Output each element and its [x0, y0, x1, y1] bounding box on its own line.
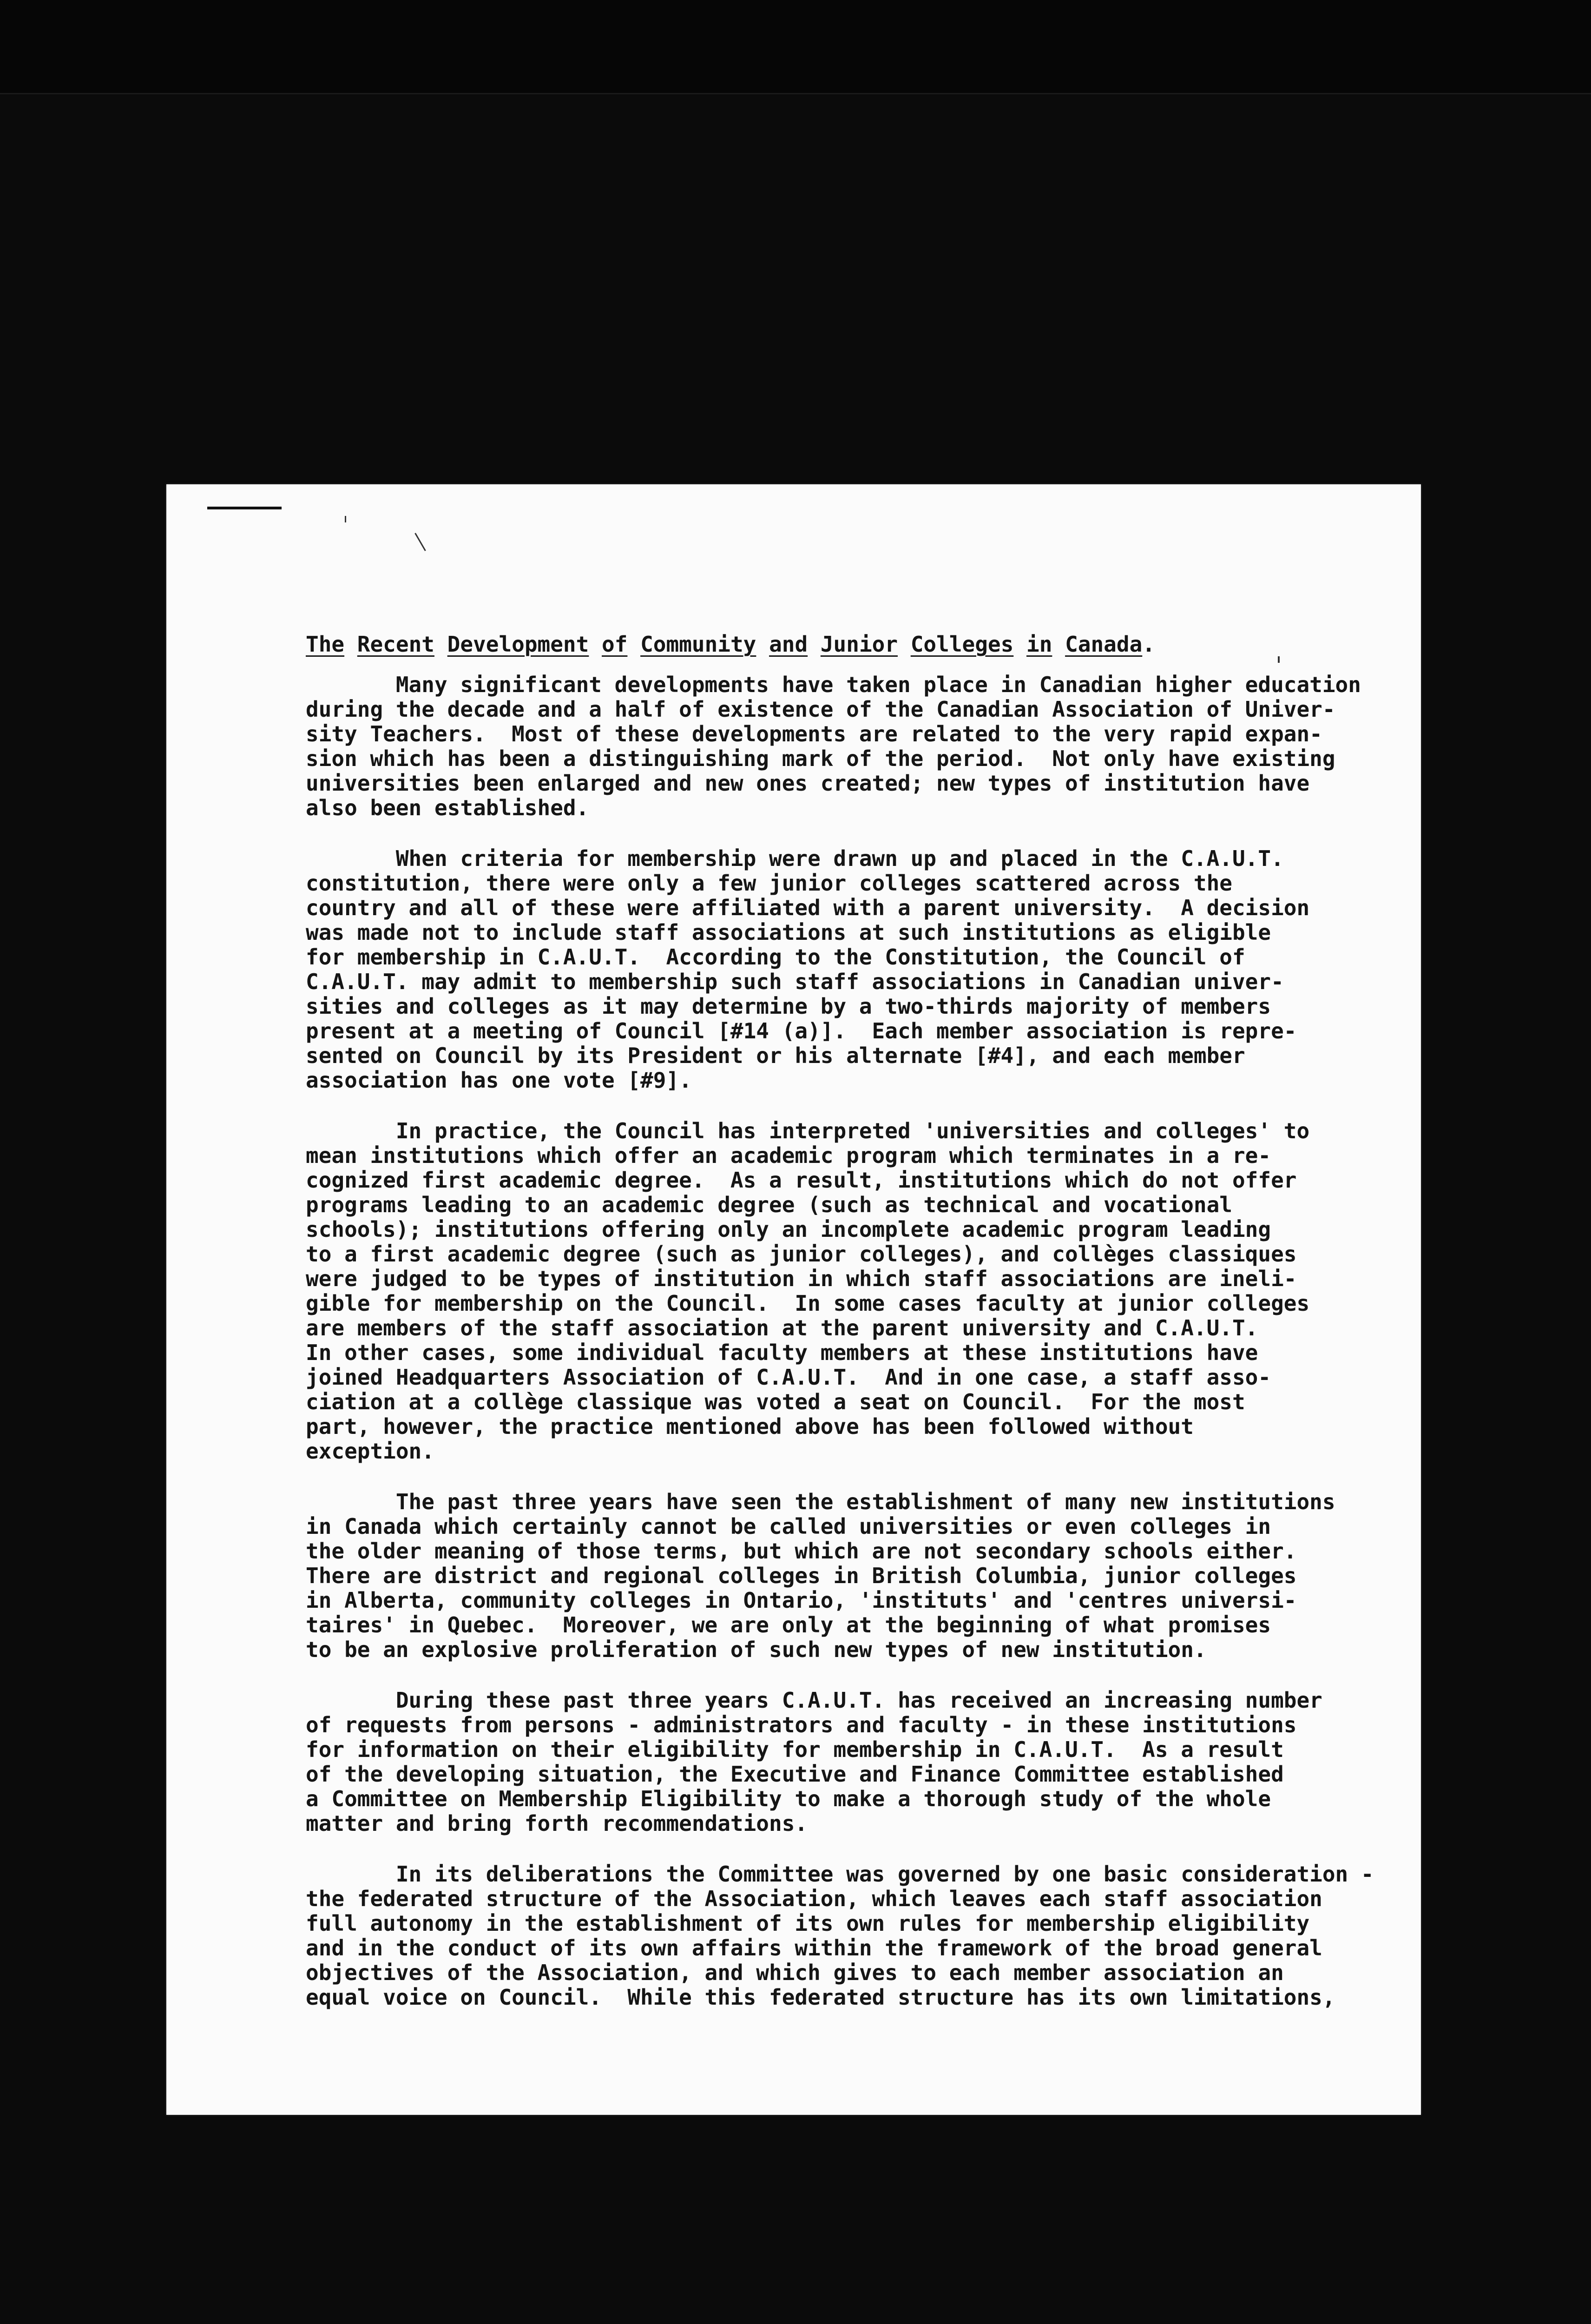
- title-word: of: [602, 632, 628, 657]
- title-word: Community: [640, 632, 756, 657]
- document-page: [166, 484, 1421, 2115]
- document-body: [306, 632, 1374, 2036]
- title-period: .: [1142, 632, 1155, 657]
- paragraph: The past three years have seen the establishment of many new institutions in Canada which certainly cannot be called universities or even colleges in the older meaning of those terms, but which are not secondary schools either. There are district and regional colleges in British Columbia, junior colleges in Alberta, community colleges in Ontario, 'instituts' and 'centres universi- taires' in Quebec. Moreover, we are only at the beginning of what promises to be an explosive proliferation of such new types of new institution.: [306, 1489, 1335, 1662]
- title-word: Recent: [357, 632, 434, 657]
- title-word: and: [769, 632, 808, 657]
- title-word: Canada: [1065, 632, 1143, 657]
- scan-speck: [414, 533, 426, 551]
- scan-speck: [345, 516, 346, 522]
- title-word: Colleges: [910, 632, 1014, 657]
- title-word: The: [306, 632, 345, 657]
- title-word: Junior: [820, 632, 898, 657]
- paragraph: During these past three years C.A.U.T. has received an increasing number of requests from persons - administrators and faculty - in these institutions for information on their eligibility for membership in C.A.U.T. As a result of the developing situation, the Executive and Finance Committee established a Committee on Membership Eligibility to make a thorough study of the whole matter and bring forth recommendations.: [306, 1688, 1322, 1836]
- document-title: [306, 632, 1374, 657]
- title-word: in: [1026, 632, 1052, 657]
- paragraph: In practice, the Council has interpreted 'universities and colleges' to mean institutions which offer an academic program which terminates in a re- cognized first academic degree. As a result, institutions which do not offer programs leading to an academic degree (such as technical and vocational schools); institutions offering only an incomplete academic program leading to a first academic degree (such as junior colleges), and collèges classiques were judged to be types of institution in which staff associations are ineli- gible for membership on the Council. In some cases faculty at junior colleges are members of the staff association at the parent university and C.A.U.T. In other cases, some individual faculty members at these institutions have joined Headquarters Association of C.A.U.T. And in one case, a staff asso- ciation at a collège classique was voted a seat on Council. For the most part, however, the practice mentioned above has been followed without exception.: [306, 1118, 1310, 1464]
- paragraph: In its deliberations the Committee was governed by one basic consideration - the federated structure of the Association, which leaves each staff association full autonomy in the establishment of its own rules for membership eligibility and in the conduct of its own affairs within the framework of the broad general objectives of the Association, and which gives to each member association an equal voice on Council. While this federated structure has its own limitations,: [306, 1862, 1374, 2010]
- corner-mark: [207, 507, 282, 509]
- title-word: Development: [447, 632, 589, 657]
- film-top-band: [0, 0, 1591, 94]
- paragraph: When criteria for membership were drawn up and placed in the C.A.U.T. constitution, there were only a few junior colleges scattered across the country and all of these were affiliated with a parent university. A decision was made not to include staff associations at such institutions as eligible for membership in C.A.U.T. According to the Constitution, the Council of C.A.U.T. may admit to membership such staff associations in Canadian univer- sities and colleges as it may determine by a two-thirds majority of members present at a meeting of Council [#14 (a)]. Each member association is repre- sented on Council by its President or his alternate [#4], and each member association has one vote [#9].: [306, 846, 1310, 1093]
- paragraph: Many significant developments have taken place in Canadian higher education during the decade and a half of existence of the Canadian Association of Univer- sity Teachers. Most of these developments are related to the very rapid expan- sion which has been a distinguishing mark of the period. Not only have existing universities been enlarged and new ones created; new types of institution have also been established.: [306, 672, 1361, 820]
